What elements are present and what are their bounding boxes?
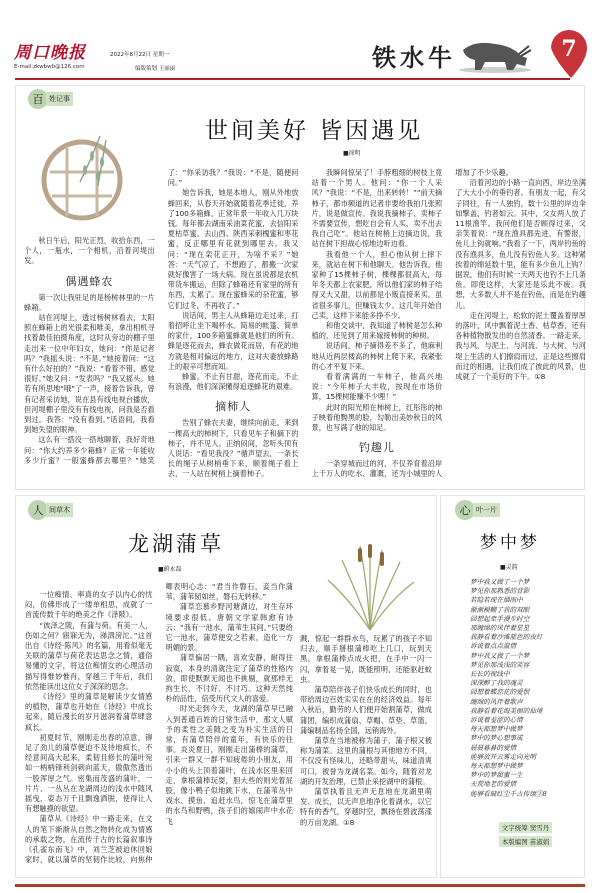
poem-line: 渐渐模糊了我的双眼 — [470, 605, 530, 614]
poem-line: 诉说着羞涩的心情 — [470, 716, 523, 725]
page-number: 7 — [561, 36, 577, 62]
page-editor: 编版策划 王丽丽 — [135, 66, 176, 72]
paragraph: 和他交谈中，我知道了柿树是怎么种植的，还见到了用来嫁接柿树的种树。 — [311, 321, 443, 341]
paragraph: 蒲草执着且无声无息地在龙湖里萌发、成长，以无声息地净化着湖水，以它特有的香气，穿越时空，飘扬在碧波荡漾的万亩龙湖。①8 — [300, 787, 432, 827]
paragraph: 走在河堤上，松软的泥土覆盖着厚厚的落叶，风中飘着泥土香、枯草香，还有各种植物散发出的自然清香。一路走来，我与风、与泥土、与河流、与大树、与河堤上生活的人们擦肩而过，正是这些擦肩而过的相遇，让我们成了彼此的风景，也成就了一个美好的下午。①8 — [455, 310, 586, 382]
paragraph: 说话间，柿子摘得差不多了，他麻利地从近两层楼高的柿树上爬下来，我紧张的心才平复下来。 — [311, 341, 443, 371]
poem-line: 晨晨暮暮的爱情 — [470, 743, 517, 752]
poem-byline: ■灵韵 — [500, 564, 518, 571]
poem-line: 每天都想梦中做梦 — [470, 762, 523, 771]
column-tag-renjiancaomu — [28, 500, 73, 520]
poem-line: 那缠绵的风伴着星星 — [470, 624, 530, 633]
poem-line: 缠绵的风伴着歌声 — [470, 697, 523, 706]
bottom-article-title: 龙湖蒲草 — [128, 532, 224, 556]
newspaper-logo: 周口晚报 — [14, 43, 86, 63]
poem-line: 我静看着沙滩蓝色的夜灯 — [470, 633, 543, 642]
paragraph: 蒲草恋慕乡野河塘湖边，对生存环境要求很低。唐朝文学家韩愈有诗云：“我有一池水，蒲苇生其间。”只要给它一池水，蒲草便安之若素，造化一方明媚的景。 — [165, 602, 293, 653]
paragraph: 蜂蜜，不止有甘甜，逐花而走，不止有浪漫，他们深深懂得追逐蜂花的艰难。 — [167, 372, 299, 392]
footer-rule — [15, 884, 585, 887]
email-address: E-mail:zkwbwb@126.com — [14, 64, 85, 70]
tag-char: 心 — [455, 500, 475, 520]
poem-line: 若隐若现在烟雨中 — [470, 596, 523, 605]
subheading: 钓趣儿 — [358, 441, 395, 455]
paragraph: 她告诉我，她是本地人，刚从外地放蜂回来，从春天开始就随着花季迁徙，养了100多箱蜂，正常年景一年收入几万块钱。每年都去湖南采油菜花蜜，去信阳采夏枯草蜜，去山西、陕西采刺槐蜜和枣花蜜，反正哪里有花就到哪里去。我又问：“现在栾花正开，为啥不采？”她答：“天气凉了，不想跑了，都搬一次家就好像害了一场大病。现在虽说都是农机带货车搬运，但除了蜂箱还有家里的所有东西，太累了。现在蜜蜂采的杂花蜜，够它们过冬，不再收了。” — [167, 188, 299, 310]
paragraph: 站在河堤上，透过杨树林看去，太阳照在蜂箱上的光很柔和唯美，拿出相机寻找着最佳拍摄角度，这时从旁边的棚子里走出来一位中年妇女，她问：“你是记者吗？”我摇头说：“不是。”她接着问：“这有什么好拍的？”我说：“看着不错，感觉很好。”她又问：“发表吗？”我又摇头。她若有所思地“哦”了一声，接着告诉我，曾有记者采访她，说在县有线电视台播放，但河堤棚子里没有有线电视，问我是否看到过。我答：“没有看到。”话语间，我看到她失望的眼神。 — [24, 313, 155, 435]
header-rule — [15, 78, 570, 80]
tag-char: 人 — [28, 500, 48, 520]
poem-line: 梦中我又做了一个梦 — [470, 651, 530, 660]
paragraph: 时光走到今天，龙湖的蒲草早已融入到普通百姓的日常生活中，那文人赋予的柔性之美随之变为朴实生活的日常，有蒲草陪伴的童年，有快乐的往事。炎炎夏日，刚刚走出蒲棒的蒲草，引来一群又一群不知疲倦的小朋友，用小小的头上顶着蒲叶，在浅水区里来回走，拿根蒲棒玩耍，胆大些的则光着屁股，像小鸭子似地跳下水，在蒲苇丛中戏水、摸鱼、追赶水鸟，惊飞在蒲草里的水鸟和野鸭，孩子们的嬉闹声中水花飞 — [165, 704, 293, 826]
poem-title: 梦中梦 — [480, 533, 540, 553]
reed-cattail-illustration — [320, 540, 420, 632]
paragraph: 一条穿城而过的河，不仅养育着沿岸上千万人的吃水、灌溉，还为小城里的人增加了不少乐趣。 — [311, 168, 513, 479]
paragraph: 蒲草陪伴孩子们快乐成长的同时，也带给周边百姓实实在在的经济效益。每年入秋后，勤劳的人们便开始割蒲草，做成蒲团，编织成蒲扇、草帽、草垫、草篮，蒲编制品名扬全国，远销海外。 — [300, 685, 432, 735]
top-article-byline: ■徐明 — [343, 150, 361, 157]
column-tag-baixingjishi — [28, 89, 73, 109]
poem-line: 梦中的梦甜蜜一生 — [470, 771, 523, 780]
top-article-title: 世间美好 皆因遇见 — [205, 118, 424, 144]
poem-line: 诉说着点点温情 — [470, 642, 517, 651]
paragraph: 沿着河边的小路一直向西，岸边坐满了大大小小的垂钓者。有朋友一起，有父子同往，有一人独钓，数十公里的岸边伞如擎盖、钓者如云。其中，父女两人放了11根渔竿。我问他们是否顾得过来，父亲笑着说：“现在渔具都先进，有警报，鱼儿上钩就响。”我看了一下，两岸钓鱼的没有渔具多，鱼儿没有钓鱼人多。这种紧挨着的绵延数十里，能有多少鱼儿上钩？据说，他们有时候一天两天也钓不上几条鱼。即使这样，大家还是乐此不疲。我想，大多数人并不是在钓鱼，而是在钓趣儿。 — [455, 178, 586, 310]
poem-line: 长长的视线中 — [470, 670, 510, 679]
paragraph: 第一次让我驻足的是杨树林里的一片蜂箱。 — [24, 292, 155, 312]
paragraph: 初夏时节，刚刚走出春的凉意，铆足了劲儿的蒲草便迫不及待地疯长，不经意间高大起来，柔韧且修长的蒲叶宛如一柄柄锋利剑刺向蓝天，傲傲然透出一股浑厚之气。密集而茂盛的蒲叶，一片片、一丛丛在龙湖周边的浅水中随风摇曳，姿态万千且飘逸洒脱，使得让人有想触摸的欲望。 — [25, 732, 153, 814]
poem-line: 梦中的梦心想事成 — [470, 734, 523, 743]
paragraph: 溅，惊起一群群水鸟，玩累了的孩子不知归去，顺手掰根蒲棒吃上几口，玩到天黑，拿根蒲棒点成火把，在手中一闪一闪，拿着晃一晃，既能照明，还能驱赶蚊虫。 — [300, 634, 432, 684]
column-tag-xinyeyipian — [455, 500, 500, 520]
bottom-article-byline: ■蔚永磊 — [158, 566, 182, 573]
tag-label: 叶一片 — [473, 503, 500, 517]
paragraph: 蒲草从《诗经》中一路走来，在文人的笔下渐渐从自然之物转化成为情感的承载之物。在流传千古的长篇叙事诗《孔雀东南飞》中，刘兰芝被迫休回娘家时，就以蒲草的坚韧作比较，向焦仲卿表明心志：“君当作磐石，妾当作蒲苇，蒲苇韧如丝，磐石无转移。” — [25, 582, 293, 865]
poem-line: 能够看破红尘千古传颂②8 — [470, 789, 547, 798]
credit-layout-editor: 本版编图 苗淑娟 — [499, 836, 553, 847]
tag-label: 间草木 — [46, 503, 73, 517]
paragraph: 我瞬间惊呆了！手脖粗细的树枝上竟站着一个男人。他问：“你一个人采风？”我说：“不是，出来转转！”“前天摘柿子，都市频道的记者非要给我拍几张照片，说是做宣传。我说我摘柿子、卖柿子不需要宣传，想吃自会有人买，卖不出去我自己吃”。他站在树梢上边摘边说，我站在树下担战心惊地边听边看。 — [311, 168, 443, 249]
issue-date: 2022年8月22日 星期一 — [110, 52, 170, 58]
subheading: 摘柿人 — [215, 400, 252, 414]
paragraph: 我看他一个人，担心他从树上摔下来，就站在树下和他聊天。他告诉我，他家种了15棵柿子树，棵棵都很高大，每年冬天都上农家肥，所以他们家的柿子结得又大又甜，以前都是小贩直接来买，虽省很多事儿，但赚钱太少。这几年开始自己卖，这样下来能多挣不少。 — [311, 249, 443, 320]
bottom-article-body-col3 — [300, 634, 432, 850]
section-title: 铁水牛 — [372, 43, 456, 72]
poem-line: 每天都想梦中做梦 — [470, 725, 523, 734]
paragraph: 此时的阳光照在柿树上，红彤彤的柿子映着他黝黑的脸，勾勒出美妙秋日的风景，也写满了他的知足。 — [311, 402, 443, 433]
poem-line: 能够放开云雾走向光明 — [470, 752, 536, 761]
paragraph: 这么有一搭没一搭地聊着，我好奇地问：“你大约养多少箱蜂？正常一年能收多少斤蜜？一般蜜蜂都去哪里？”她笑了：“你采访我？”我说：“不是，随便问问。” — [24, 168, 299, 465]
poem-line: 深深醉了我的魂灵 — [470, 679, 523, 688]
tag-char: 百 — [28, 89, 48, 109]
paragraph: “彼泽之陂，有蒲与荷。有美一人，伤如之何？寤寐无为，涕泗滂沱。”这首出自《诗经·陈风》的名篇，用看似毫无关联的蒲草与荷花表达思念之情，通俗易懂的文字，将这位痴情女的心理活动描写得惟妙惟肖，穿越三千年后，我们依然能读出这位女子深深的思念。 — [25, 620, 153, 691]
paragraph: 蒲草偏居一隅，喜欢安静，耐得住寂寞，本身的清就注定了蒲草的性格内敛，即使默默无闻也不挑剔，就那样无拘生长，不讨好、不讨巧。这种天然纯朴的品性，倍受历代文人的喜爱。 — [165, 653, 293, 704]
top-article-body — [24, 168, 586, 480]
poem-body — [470, 578, 582, 799]
poem-line: 我静看着花海美丽的仙境 — [470, 706, 543, 715]
paragraph: 告别了蜂农夫妻，继续向前走，来到一棵高大的柿树下，只看见车子和摘下的柿子，并不见人。正纳闷间，忽听头顶有人说话：“看见我没？”循声望去，一条长长的绳子从树梢垂下来，顺着绳子看上去，一人站在树梢上摘着柿子。 — [167, 418, 299, 479]
poem-line: 回想起牵手漫步时空 — [470, 614, 530, 623]
credit-text-editor: 文字统筹 窦雪丹 — [499, 822, 553, 833]
poem-line: 天荒地老的爱情 — [470, 780, 517, 789]
paragraph: 蒲草在当地被称为蒲子，蒲子根又被称为蒲菜。这里的蒲根与其他地方不同，不仅没有怪味儿，还略带甜头，味道清爽可口，被誉为龙湖名菜。如今，随着对龙湖的开发治理，已禁止采挖湖中的蒲根。 — [300, 736, 432, 786]
poem-line: 梦见你那熟悉的背影 — [470, 587, 530, 596]
poem-line: 回想着蝶恋花的爱恨 — [470, 688, 530, 697]
bottom-article-body — [25, 582, 293, 874]
intro: 秋日午后，阳光正烈，收拾东西，一个人，一瓶水，一个相机，沿着河堤出发。 — [24, 236, 155, 266]
subheading: 偶遇蜂农 — [65, 274, 114, 288]
poem-line: 梦中我又做了一个梦 — [470, 578, 530, 586]
poem-line: 梦见你那浅浅的笑容 — [470, 660, 530, 669]
page-credits — [478, 822, 573, 850]
bull-sculpture-icon — [455, 36, 535, 74]
paragraph: 《诗经》里的蒲草是解读少女情感的植物，蒲草也开始在《诗经》中成长起来，随后漫长的岁月滋润着蒲草肆意疯长。 — [25, 692, 153, 732]
paragraph: 说话间，男主人从蜂箱边走过来，打着招呼让坐下喝杯水。简易的帐篷、简单的家什，100多箱蜜蜂就是他们的所有。蜂是逐花而去，蜂农做花而居，有花的地方就是相对偏远的地方，这对夫妻放蜂路上的艰辛可想而知。 — [167, 310, 299, 371]
paragraph: 看着满满的一车柿子，他高兴地说：“今年柿子大丰收，按现在市场价算，15棵树能赚不少哩！” — [311, 372, 443, 402]
tag-label: 姓记事 — [46, 92, 73, 106]
paragraph: 一位痴情、率真的女子以内心的忧闷，仿佛形成了一缕单相思，成就了一首流传数千年的绝美之作《泽陂》。 — [25, 590, 153, 620]
